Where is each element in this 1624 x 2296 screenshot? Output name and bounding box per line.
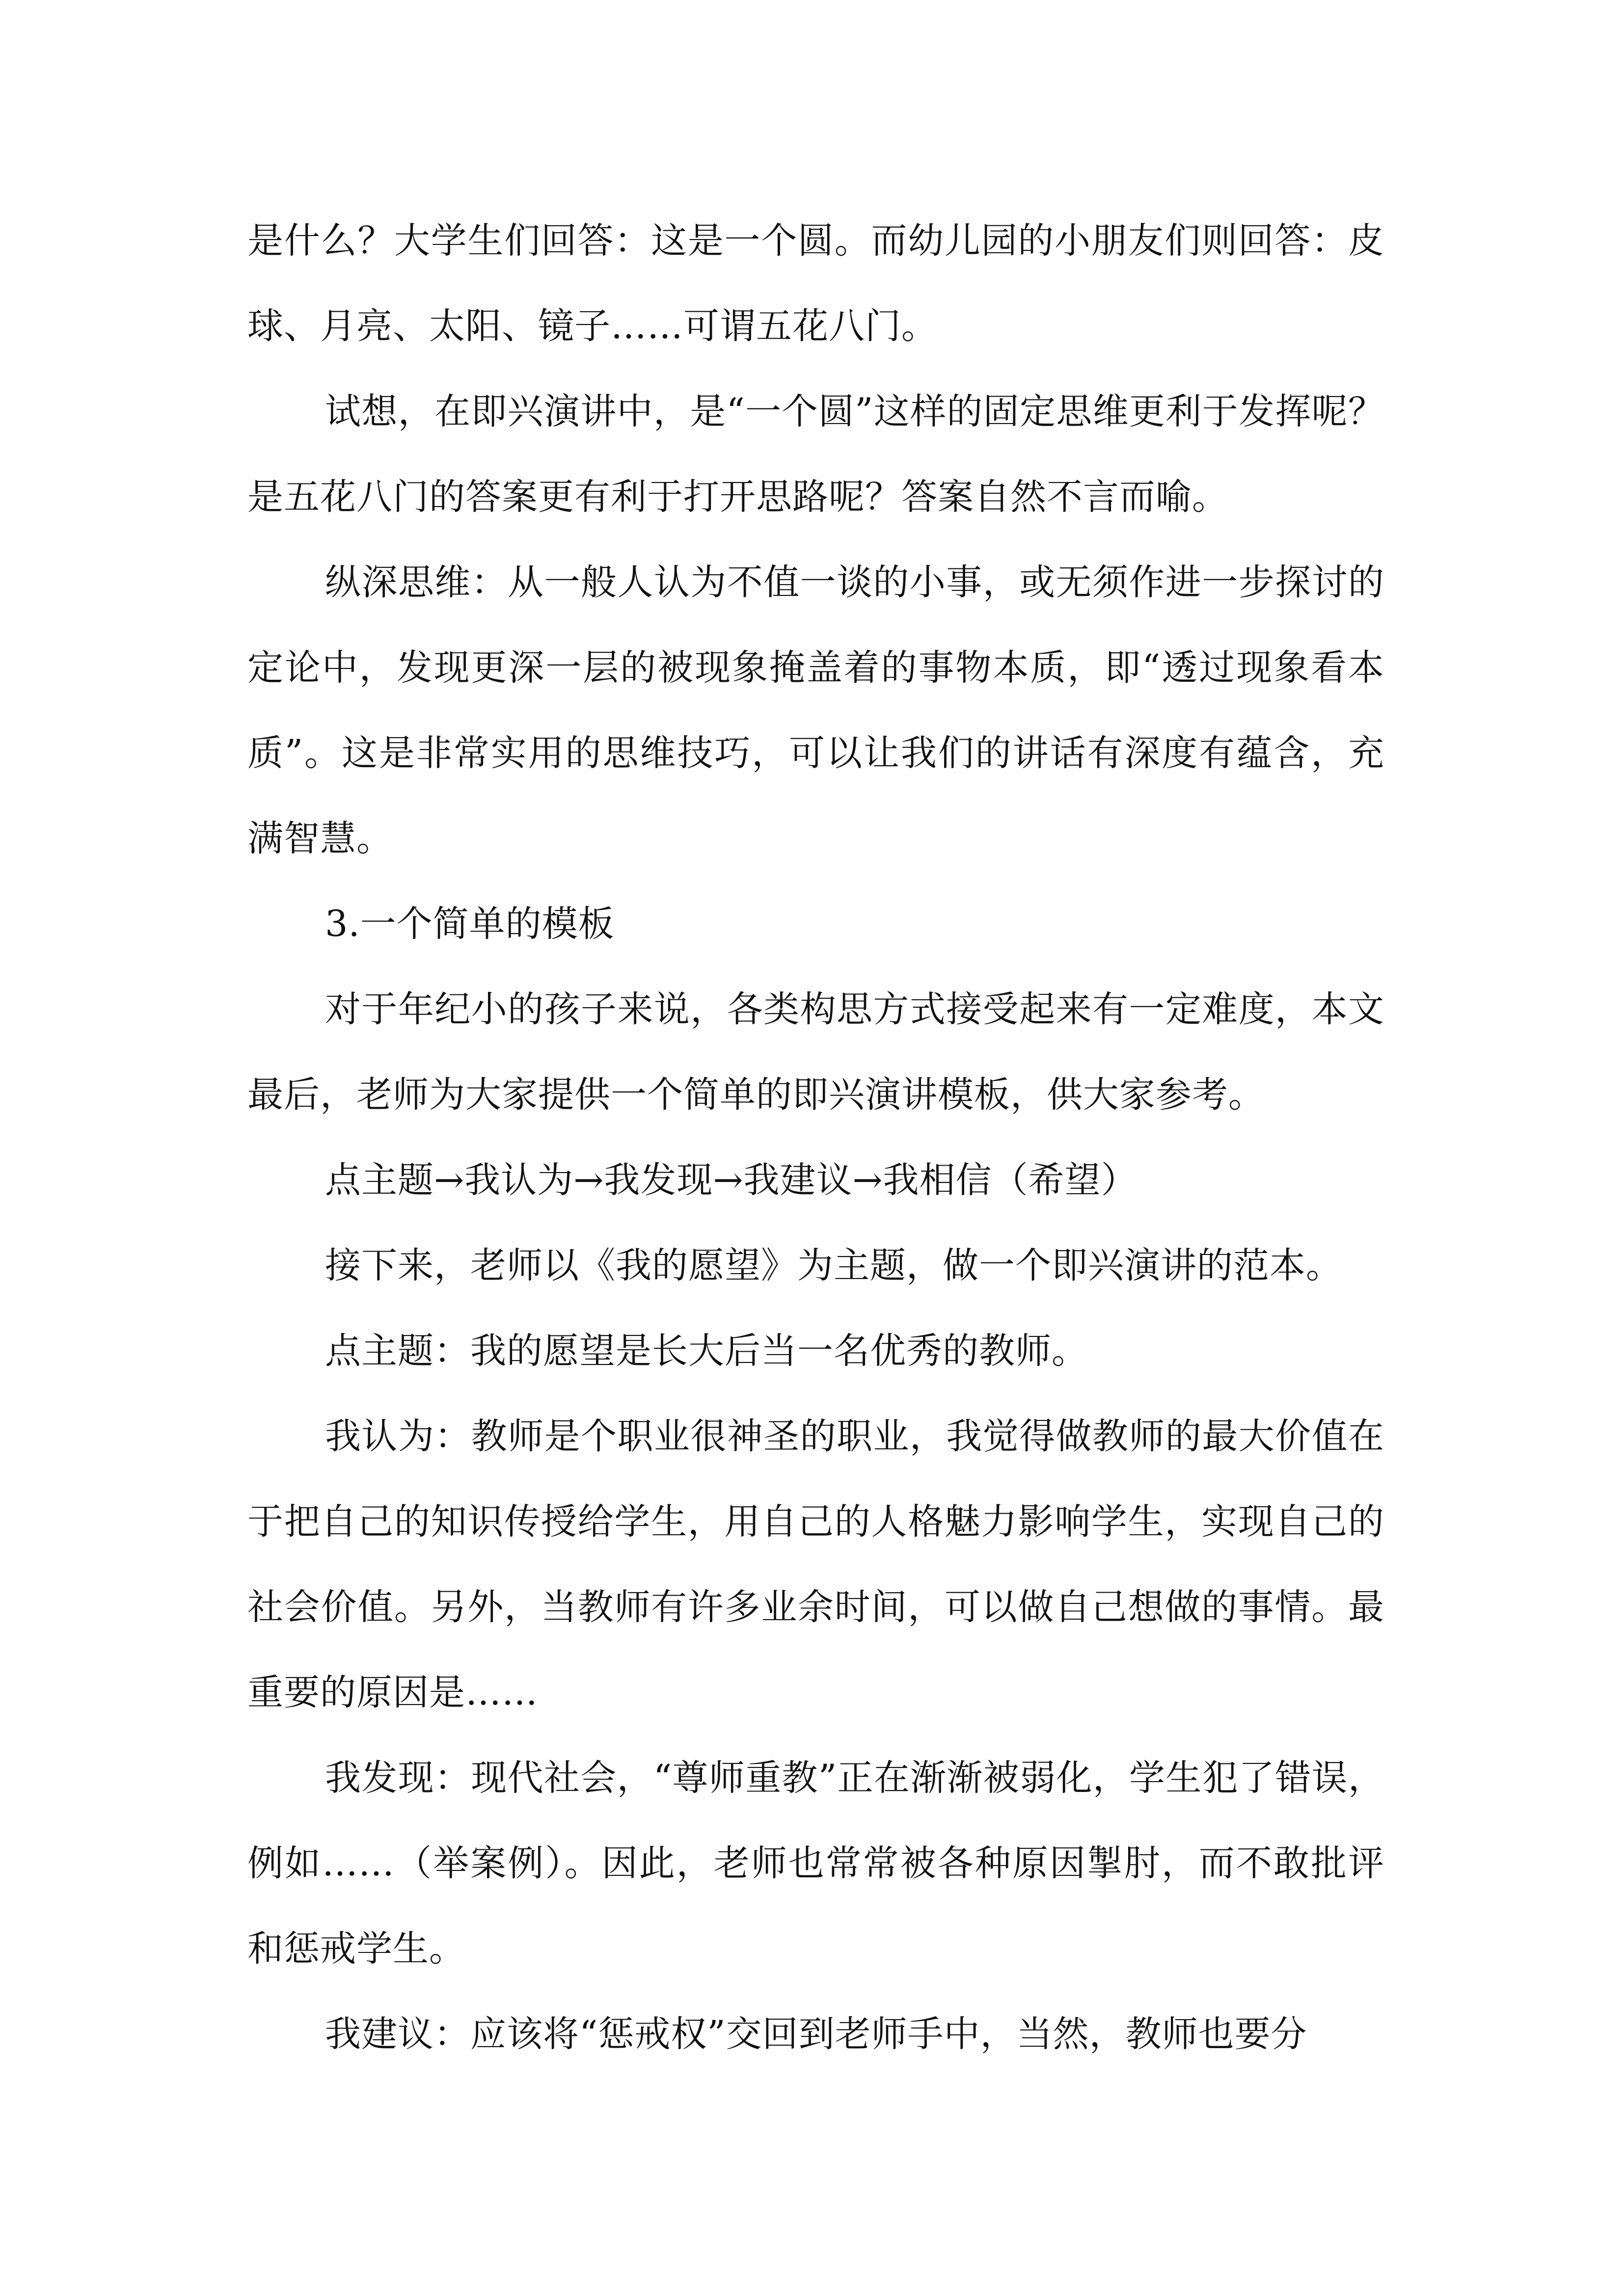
paragraph: 纵深思维：从一般人认为不值一谈的小事，或无须作进一步探讨的定论中，发现更深一层的被现象掩盖着的事物本质，即“透过现象看本质”。这是非常实用的思维技巧，可以让我们的讲话有深度有蕴含，充满智慧。 — [247, 561, 1384, 859]
paragraph: 接下来，老师以《我的愿望》为主题，做一个即兴演讲的范本。 — [325, 1245, 1342, 1286]
paragraph: 是什么？大学生们回答：这是一个圆。而幼儿园的小朋友们则回答：皮球、月亮、太阳、镜子……可谓五花八门。 — [247, 220, 1384, 347]
paragraph: 点主题：我的愿望是长大后当一名优秀的教师。 — [325, 1330, 1088, 1372]
paragraph: 我发现：现代社会，“尊师重教”正在渐渐被弱化，学生犯了错误，例如……（举案例）。因此，老师也常常被各种原因掣肘，而不敢批评和惩戒学生。 — [247, 1757, 1384, 1970]
paragraph: 我建议：应该将“惩戒权”交回到老师手中，当然，教师也要分 — [325, 2013, 1307, 2055]
body-text — [247, 198, 1384, 2077]
section-heading: 3.一个简单的模板 — [325, 903, 615, 945]
paragraph: 对于年纪小的孩子来说，各类构思方式接受起来有一定难度，本文最后，老师为大家提供一个简单的即兴演讲模板，供大家参考。 — [247, 988, 1384, 1116]
template-outline: 点主题→我认为→我发现→我建议→我相信（希望） — [325, 1159, 1137, 1201]
paragraph: 我认为：教师是个职业很神圣的职业，我觉得做教师的最大价值在于把自己的知识传授给学生，用自己的人格魅力影响学生，实现自己的社会价值。另外，当教师有许多业余时间，可以做自己想做的事情。最重要的原因是…… — [247, 1415, 1384, 1713]
paragraph: 试想，在即兴演讲中，是“一个圆”这样的固定思维更利于发挥呢？是五花八门的答案更有利于打开思路呢？答案自然不言而喻。 — [247, 391, 1384, 518]
